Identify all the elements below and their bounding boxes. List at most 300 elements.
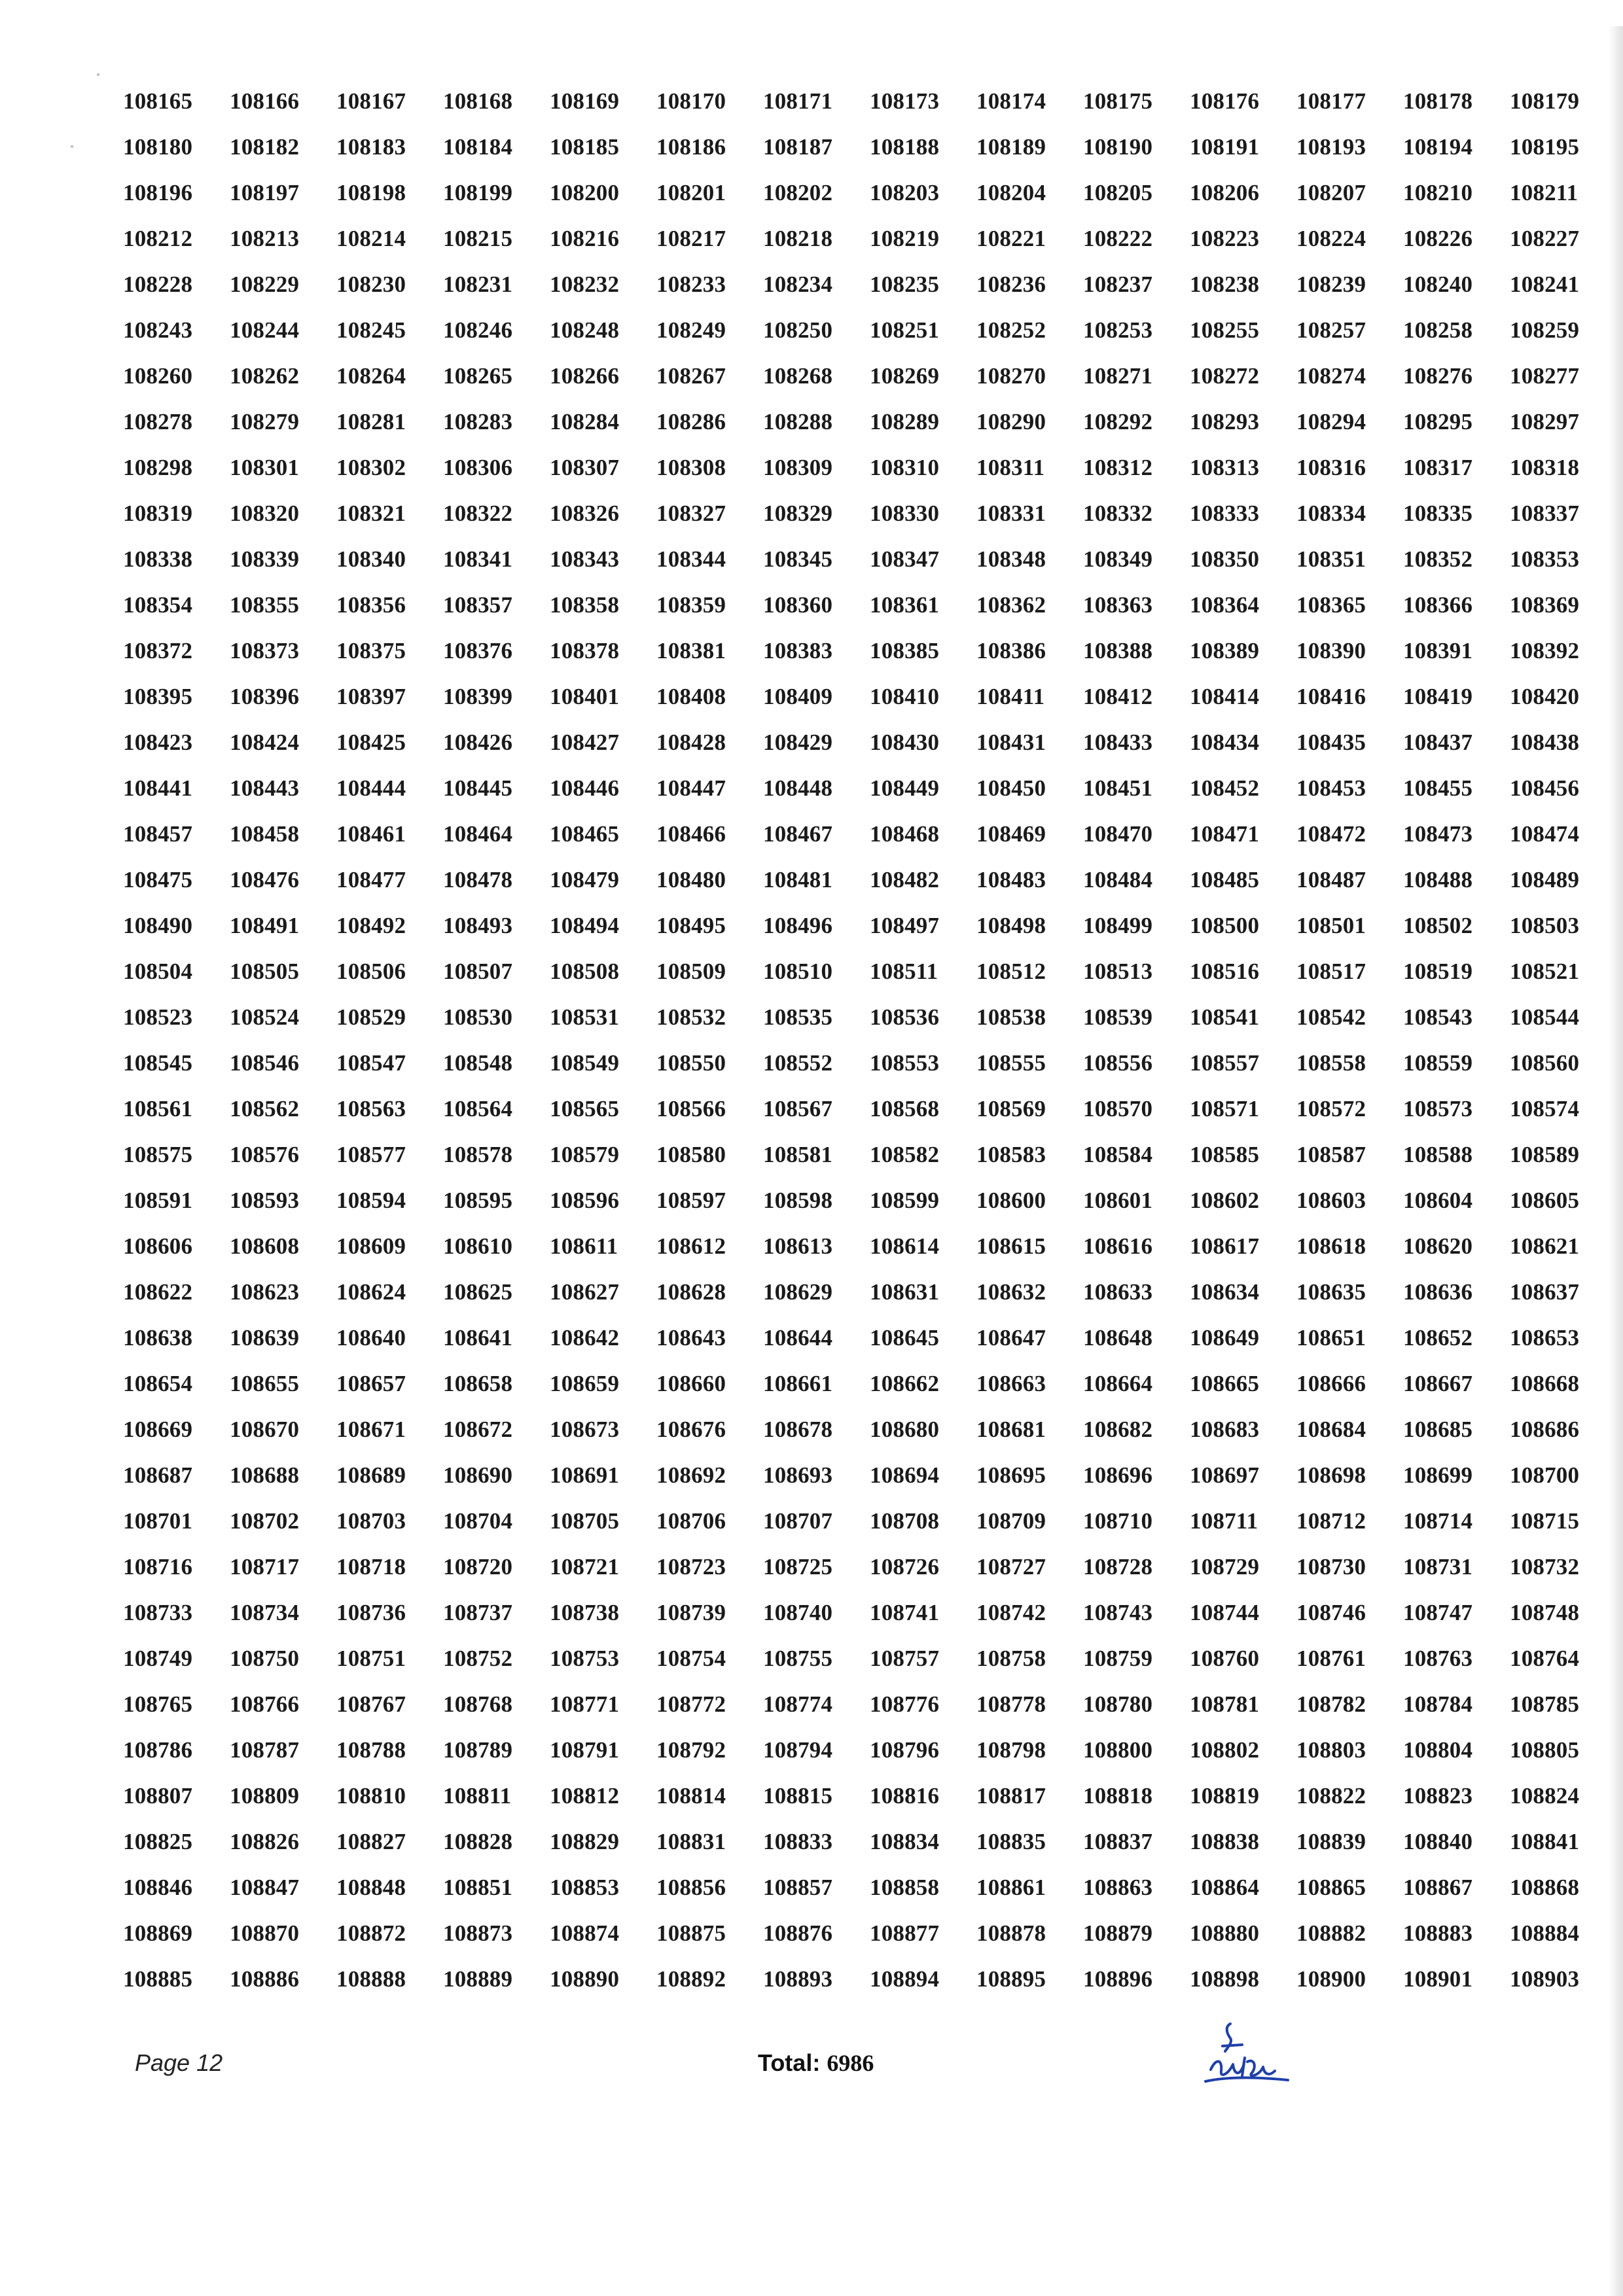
number-cell: 108765 <box>123 1691 193 1717</box>
number-cell: 108294 <box>1296 409 1366 434</box>
number-cell: 108789 <box>443 1737 513 1763</box>
number-cell: 108613 <box>763 1233 833 1259</box>
number-cell: 108571 <box>1190 1096 1260 1122</box>
number-cell: 108726 <box>870 1554 940 1580</box>
number-cell: 108549 <box>550 1050 620 1076</box>
number-cell: 108217 <box>656 226 726 251</box>
number-cell: 108224 <box>1296 226 1366 251</box>
number-cell: 108310 <box>870 455 940 480</box>
number-cell: 108623 <box>230 1279 300 1305</box>
number-cell: 108593 <box>230 1188 300 1213</box>
number-cell: 108479 <box>550 867 620 892</box>
number-cell: 108742 <box>976 1600 1046 1625</box>
number-cell: 108267 <box>656 363 726 389</box>
signature-icon <box>1196 2019 1294 2091</box>
number-cell: 108317 <box>1403 455 1473 480</box>
number-cell: 108193 <box>1296 134 1366 160</box>
number-cell: 108670 <box>230 1417 300 1442</box>
number-cell: 108169 <box>550 88 620 114</box>
number-cell: 108277 <box>1510 363 1580 389</box>
number-cell: 108361 <box>870 592 940 618</box>
number-cell: 108870 <box>230 1920 300 1946</box>
number-cell: 108272 <box>1190 363 1260 389</box>
number-cell: 108595 <box>443 1188 513 1213</box>
number-cell: 108353 <box>1510 546 1580 572</box>
number-cell: 108202 <box>763 180 833 205</box>
number-cell: 108359 <box>656 592 726 618</box>
number-cell: 108536 <box>870 1004 940 1030</box>
number-cell: 108758 <box>976 1646 1046 1671</box>
number-cell: 108467 <box>763 821 833 847</box>
number-cell: 108338 <box>123 546 193 572</box>
number-cell: 108516 <box>1190 959 1260 984</box>
table-row <box>123 1224 1589 1269</box>
number-cell: 108752 <box>443 1646 513 1671</box>
table-row <box>123 1269 1589 1315</box>
number-cell: 108856 <box>656 1875 726 1900</box>
number-cell: 108616 <box>1083 1233 1153 1259</box>
number-cell: 108732 <box>1510 1554 1580 1580</box>
number-cell: 108840 <box>1403 1829 1473 1854</box>
number-cell: 108236 <box>976 272 1046 297</box>
number-cell: 108634 <box>1190 1279 1260 1305</box>
number-cell: 108796 <box>870 1737 940 1763</box>
number-cell: 108257 <box>1296 317 1366 343</box>
number-cell: 108894 <box>870 1966 940 1992</box>
number-cell: 108466 <box>656 821 726 847</box>
number-cell: 108703 <box>336 1508 406 1534</box>
number-cell: 108625 <box>443 1279 513 1305</box>
number-cell: 108720 <box>443 1554 513 1580</box>
number-cell: 108363 <box>1083 592 1153 618</box>
number-cell: 108827 <box>336 1829 406 1854</box>
number-cell: 108347 <box>870 546 940 572</box>
number-cell: 108472 <box>1296 821 1366 847</box>
number-cell: 108198 <box>336 180 406 205</box>
number-cell: 108693 <box>763 1462 833 1488</box>
number-cell: 108447 <box>656 775 726 801</box>
number-cell: 108166 <box>230 88 300 114</box>
number-cell: 108835 <box>976 1829 1046 1854</box>
number-cell: 108767 <box>336 1691 406 1717</box>
number-cell: 108829 <box>550 1829 620 1854</box>
number-cell: 108451 <box>1083 775 1153 801</box>
number-cell: 108445 <box>443 775 513 801</box>
number-cell: 108895 <box>976 1966 1046 1992</box>
number-cell: 108606 <box>123 1233 193 1259</box>
number-cell: 108771 <box>550 1691 620 1717</box>
number-cell: 108794 <box>763 1737 833 1763</box>
number-cell: 108270 <box>976 363 1046 389</box>
table-row <box>123 1544 1589 1590</box>
number-cell: 108858 <box>870 1875 940 1900</box>
number-cell: 108429 <box>763 730 833 755</box>
number-cell: 108825 <box>123 1829 193 1854</box>
number-cell: 108278 <box>123 409 193 434</box>
number-cell: 108872 <box>336 1920 406 1946</box>
number-cell: 108635 <box>1296 1279 1366 1305</box>
number-cell: 108824 <box>1510 1783 1580 1809</box>
table-row <box>123 170 1589 216</box>
number-cell: 108791 <box>550 1737 620 1763</box>
number-cell: 108711 <box>1190 1508 1258 1534</box>
number-cell: 108839 <box>1296 1829 1366 1854</box>
number-cell: 108766 <box>230 1691 300 1717</box>
number-cell: 108729 <box>1190 1554 1260 1580</box>
number-cell: 108481 <box>763 867 833 892</box>
number-cell: 108684 <box>1296 1417 1366 1442</box>
number-cell: 108321 <box>336 501 406 526</box>
number-cell: 108329 <box>763 501 833 526</box>
number-cell: 108621 <box>1510 1233 1580 1259</box>
number-cell: 108306 <box>443 455 513 480</box>
number-cell: 108369 <box>1510 592 1580 618</box>
table-row <box>123 1498 1589 1544</box>
number-cell: 108811 <box>443 1783 512 1809</box>
number-cell: 108610 <box>443 1233 513 1259</box>
number-cell: 108718 <box>336 1554 406 1580</box>
number-cell: 108240 <box>1403 272 1473 297</box>
number-cell: 108219 <box>870 226 940 251</box>
scan-speck <box>97 73 99 76</box>
number-cell: 108879 <box>1083 1920 1153 1946</box>
number-cell: 108581 <box>763 1142 833 1167</box>
number-cell: 108561 <box>123 1096 193 1122</box>
number-cell: 108688 <box>230 1462 300 1488</box>
number-cell: 108183 <box>336 134 406 160</box>
number-cell: 108547 <box>336 1050 406 1076</box>
number-cell: 108580 <box>656 1142 726 1167</box>
number-cell: 108489 <box>1510 867 1580 892</box>
number-cell: 108237 <box>1083 272 1153 297</box>
number-cell: 108383 <box>763 638 833 663</box>
number-cell: 108281 <box>336 409 406 434</box>
number-cell: 108763 <box>1403 1646 1473 1671</box>
number-cell: 108318 <box>1510 455 1580 480</box>
number-cell: 108389 <box>1190 638 1260 663</box>
number-cell: 108823 <box>1403 1783 1473 1809</box>
number-cell: 108615 <box>976 1233 1046 1259</box>
number-cell: 108609 <box>336 1233 406 1259</box>
number-cell: 108760 <box>1190 1646 1260 1671</box>
number-cell: 108205 <box>1083 180 1153 205</box>
number-cell: 108890 <box>550 1966 620 1992</box>
number-cell: 108482 <box>870 867 940 892</box>
table-row <box>123 766 1589 811</box>
number-cell: 108863 <box>1083 1875 1153 1900</box>
table-row <box>123 674 1589 720</box>
number-cell: 108750 <box>230 1646 300 1671</box>
number-cell: 108901 <box>1403 1966 1473 1992</box>
number-cell: 108733 <box>123 1600 193 1625</box>
number-cell: 108666 <box>1296 1371 1366 1396</box>
number-cell: 108200 <box>550 180 620 205</box>
number-cell: 108332 <box>1083 501 1153 526</box>
number-cell: 108173 <box>870 88 940 114</box>
number-cell: 108340 <box>336 546 406 572</box>
number-cell: 108727 <box>976 1554 1046 1580</box>
number-cell: 108566 <box>656 1096 726 1122</box>
number-cell: 108265 <box>443 363 513 389</box>
number-cell: 108748 <box>1510 1600 1580 1625</box>
number-cell: 108201 <box>656 180 726 205</box>
number-cell: 108591 <box>123 1188 193 1213</box>
number-cell: 108456 <box>1510 775 1580 801</box>
number-cell: 108662 <box>870 1371 940 1396</box>
number-cell: 108450 <box>976 775 1046 801</box>
number-cell: 108441 <box>123 775 193 801</box>
number-cell: 108446 <box>550 775 620 801</box>
table-row <box>123 1132 1589 1178</box>
number-cell: 108600 <box>976 1188 1046 1213</box>
number-cell: 108416 <box>1296 684 1366 709</box>
number-cell: 108194 <box>1403 134 1473 160</box>
table-row <box>123 491 1589 537</box>
number-cell: 108513 <box>1083 959 1153 984</box>
number-cell: 108320 <box>230 501 300 526</box>
number-cell: 108692 <box>656 1462 726 1488</box>
number-cell: 108846 <box>123 1875 193 1900</box>
number-cell: 108203 <box>870 180 940 205</box>
number-cell: 108286 <box>656 409 726 434</box>
number-cell: 108255 <box>1190 317 1260 343</box>
number-cell: 108457 <box>123 821 193 847</box>
table-row <box>123 1361 1589 1407</box>
number-cell: 108612 <box>656 1233 726 1259</box>
number-cell: 108702 <box>230 1508 300 1534</box>
number-cell: 108878 <box>976 1920 1046 1946</box>
table-row <box>123 537 1589 582</box>
number-cell: 108293 <box>1190 409 1260 434</box>
number-cell: 108864 <box>1190 1875 1260 1900</box>
number-cell: 108431 <box>976 730 1046 755</box>
number-cell: 108800 <box>1083 1737 1153 1763</box>
number-cell: 108188 <box>870 134 940 160</box>
number-cell: 108815 <box>763 1783 833 1809</box>
number-cell: 108754 <box>656 1646 726 1671</box>
number-cell: 108645 <box>870 1325 940 1351</box>
table-row <box>123 811 1589 857</box>
number-cell: 108596 <box>550 1188 620 1213</box>
number-cell: 108213 <box>230 226 300 251</box>
number-cell: 108893 <box>763 1966 833 1992</box>
number-cell: 108622 <box>123 1279 193 1305</box>
number-cell: 108716 <box>123 1554 193 1580</box>
number-cell: 108792 <box>656 1737 726 1763</box>
number-cell: 108308 <box>656 455 726 480</box>
number-cell: 108544 <box>1510 1004 1580 1030</box>
number-cell: 108659 <box>550 1371 620 1396</box>
number-cell: 108889 <box>443 1966 513 1992</box>
number-cell: 108663 <box>976 1371 1046 1396</box>
number-cell: 108680 <box>870 1417 940 1442</box>
number-cell: 108814 <box>656 1783 726 1809</box>
number-cell: 108886 <box>230 1966 300 1992</box>
number-cell: 108701 <box>123 1508 193 1534</box>
number-cell: 108550 <box>656 1050 726 1076</box>
number-cell: 108648 <box>1083 1325 1153 1351</box>
number-cell: 108428 <box>656 730 726 755</box>
number-cell: 108876 <box>763 1920 833 1946</box>
number-cell: 108357 <box>443 592 513 618</box>
number-cell: 108425 <box>336 730 406 755</box>
number-cell: 108584 <box>1083 1142 1153 1167</box>
table-row <box>123 1315 1589 1361</box>
number-cell: 108660 <box>656 1371 726 1396</box>
number-cell: 108782 <box>1296 1691 1366 1717</box>
number-cell: 108330 <box>870 501 940 526</box>
number-cell: 108861 <box>976 1875 1046 1900</box>
number-cell: 108309 <box>763 455 833 480</box>
table-row <box>123 1956 1589 2002</box>
number-cell: 108358 <box>550 592 620 618</box>
number-cell: 108880 <box>1190 1920 1260 1946</box>
number-cell: 108228 <box>123 272 193 297</box>
number-cell: 108620 <box>1403 1233 1473 1259</box>
number-cell: 108438 <box>1510 730 1580 755</box>
number-cell: 108776 <box>870 1691 940 1717</box>
number-cell: 108638 <box>123 1325 193 1351</box>
number-cell: 108786 <box>123 1737 193 1763</box>
number-cell: 108744 <box>1190 1600 1260 1625</box>
number-cell: 108691 <box>550 1462 620 1488</box>
number-cell: 108453 <box>1296 775 1366 801</box>
table-row <box>123 857 1589 903</box>
number-cell: 108184 <box>443 134 513 160</box>
number-cell: 108614 <box>870 1233 940 1259</box>
number-cell: 108649 <box>1190 1325 1260 1351</box>
number-cell: 108819 <box>1190 1783 1260 1809</box>
number-cell: 108658 <box>443 1371 513 1396</box>
number-cell: 108583 <box>976 1142 1046 1167</box>
number-cell: 108740 <box>763 1600 833 1625</box>
number-cell: 108734 <box>230 1600 300 1625</box>
page-number: Page 12 <box>135 2049 223 2076</box>
number-cell: 108191 <box>1190 134 1260 160</box>
number-cell: 108681 <box>976 1417 1046 1442</box>
number-cell: 108778 <box>976 1691 1046 1717</box>
number-cell: 108568 <box>870 1096 940 1122</box>
number-cell: 108498 <box>976 913 1046 938</box>
table-row <box>123 1911 1589 1956</box>
number-cell: 108259 <box>1510 317 1580 343</box>
number-cell: 108375 <box>336 638 406 663</box>
number-cell: 108469 <box>976 821 1046 847</box>
number-cell: 108772 <box>656 1691 726 1717</box>
number-cell: 108652 <box>1403 1325 1473 1351</box>
number-cell: 108594 <box>336 1188 406 1213</box>
number-cell: 108873 <box>443 1920 513 1946</box>
number-cell: 108395 <box>123 684 193 709</box>
table-row <box>123 79 1589 124</box>
number-cell: 108747 <box>1403 1600 1473 1625</box>
number-cell: 108671 <box>336 1417 406 1442</box>
table-row <box>123 1178 1589 1224</box>
number-cell: 108251 <box>870 317 940 343</box>
number-cell: 108553 <box>870 1050 940 1076</box>
number-cell: 108485 <box>1190 867 1260 892</box>
number-cell: 108435 <box>1296 730 1366 755</box>
number-cell: 108572 <box>1296 1096 1366 1122</box>
number-cell: 108196 <box>123 180 193 205</box>
number-cell: 108501 <box>1296 913 1366 938</box>
number-cell: 108746 <box>1296 1600 1366 1625</box>
table-row <box>123 262 1589 308</box>
number-cell: 108455 <box>1403 775 1473 801</box>
number-cell: 108248 <box>550 317 620 343</box>
number-cell: 108349 <box>1083 546 1153 572</box>
number-cell: 108597 <box>656 1188 726 1213</box>
number-cell: 108558 <box>1296 1050 1366 1076</box>
number-cell: 108686 <box>1510 1417 1580 1442</box>
number-cell: 108378 <box>550 638 620 663</box>
number-cell: 108676 <box>656 1417 726 1442</box>
number-cell: 108510 <box>763 959 833 984</box>
table-row <box>123 399 1589 445</box>
number-cell: 108284 <box>550 409 620 434</box>
number-cell: 108253 <box>1083 317 1153 343</box>
table-row <box>123 1040 1589 1086</box>
number-cell: 108190 <box>1083 134 1153 160</box>
number-cell: 108802 <box>1190 1737 1260 1763</box>
number-cell: 108171 <box>763 88 833 114</box>
number-cell: 108262 <box>230 363 300 389</box>
number-cell: 108563 <box>336 1096 406 1122</box>
number-cell: 108774 <box>763 1691 833 1717</box>
number-cell: 108737 <box>443 1600 513 1625</box>
number-cell: 108644 <box>763 1325 833 1351</box>
number-cell: 108397 <box>336 684 406 709</box>
number-cell: 108647 <box>976 1325 1046 1351</box>
number-cell: 108186 <box>656 134 726 160</box>
table-row <box>123 124 1589 170</box>
number-cell: 108215 <box>443 226 513 251</box>
number-cell: 108492 <box>336 913 406 938</box>
number-cell: 108749 <box>123 1646 193 1671</box>
table-row <box>123 628 1589 674</box>
number-cell: 108582 <box>870 1142 940 1167</box>
scan-speck <box>71 145 73 148</box>
number-cell: 108505 <box>230 959 300 984</box>
number-cell: 108697 <box>1190 1462 1260 1488</box>
number-cell: 108579 <box>550 1142 620 1167</box>
number-cell: 108464 <box>443 821 513 847</box>
number-cell: 108268 <box>763 363 833 389</box>
number-cell: 108696 <box>1083 1462 1153 1488</box>
number-cell: 108507 <box>443 959 513 984</box>
number-cell: 108888 <box>336 1966 406 1992</box>
number-cell: 108817 <box>976 1783 1046 1809</box>
number-cell: 108576 <box>230 1142 300 1167</box>
number-cell: 108837 <box>1083 1829 1153 1854</box>
number-cell: 108470 <box>1083 821 1153 847</box>
number-cell: 108316 <box>1296 455 1366 480</box>
number-cell: 108352 <box>1403 546 1473 572</box>
number-cell: 108706 <box>656 1508 726 1534</box>
number-cell: 108497 <box>870 913 940 938</box>
number-cell: 108739 <box>656 1600 726 1625</box>
number-cell: 108552 <box>763 1050 833 1076</box>
number-cell: 108589 <box>1510 1142 1580 1167</box>
number-cell: 108569 <box>976 1096 1046 1122</box>
number-cell: 108710 <box>1083 1508 1153 1534</box>
number-cell: 108473 <box>1403 821 1473 847</box>
number-cell: 108877 <box>870 1920 940 1946</box>
number-cell: 108898 <box>1190 1966 1260 1992</box>
number-cell: 108631 <box>870 1279 940 1305</box>
number-cell: 108427 <box>550 730 620 755</box>
number-cell: 108250 <box>763 317 833 343</box>
